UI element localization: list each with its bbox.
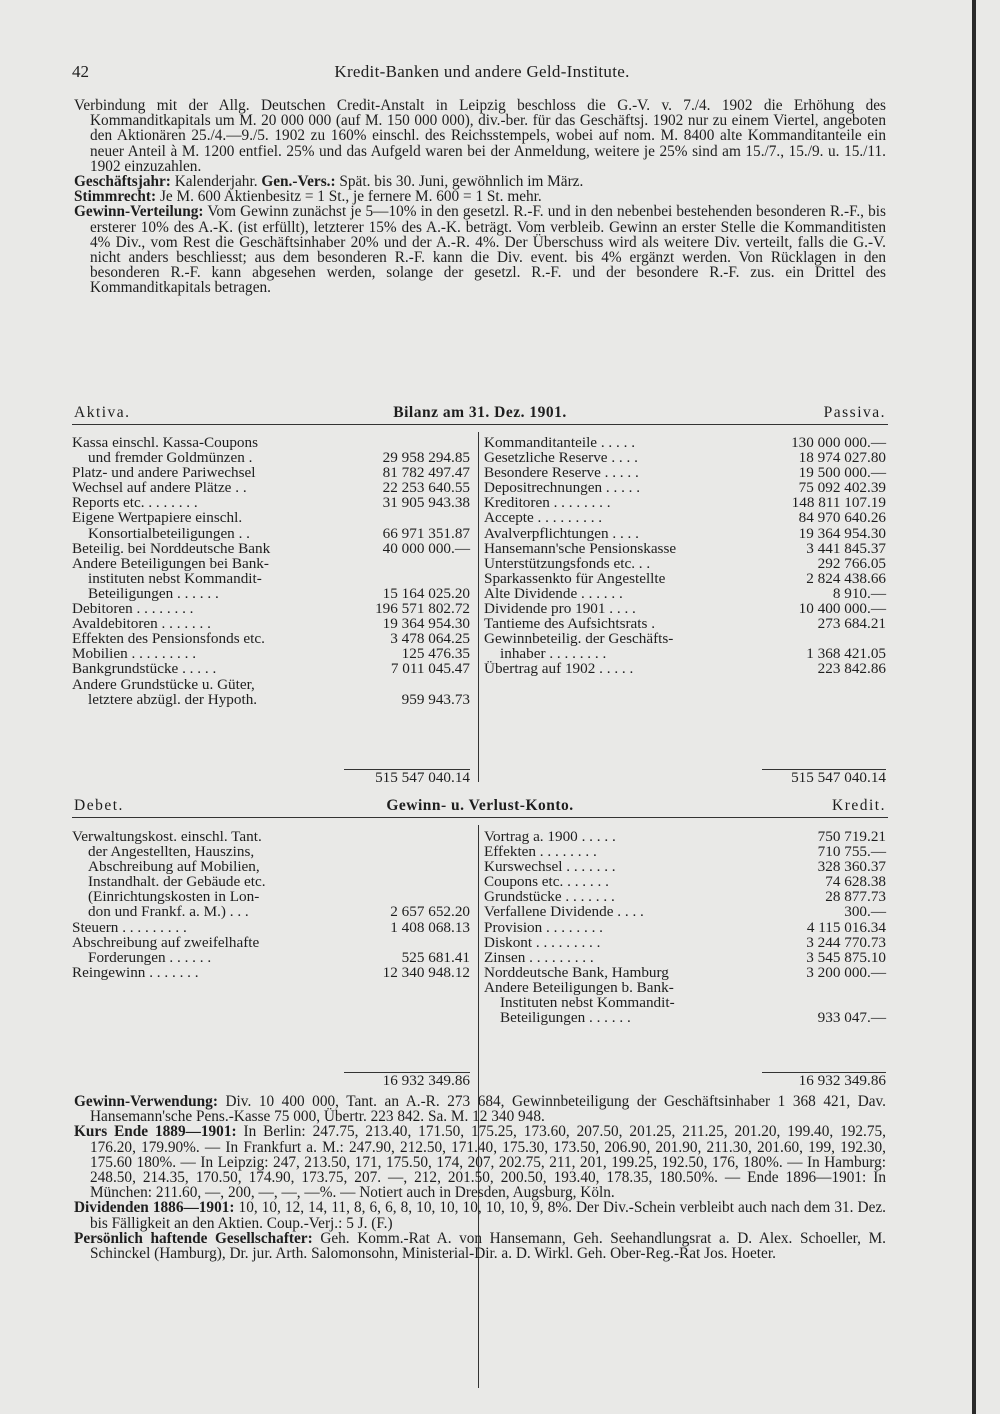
aktiva-row-label: Beteilig. bei Norddeutsche Bank	[72, 539, 271, 557]
aktiva-row	[72, 646, 470, 661]
gewinn-verwendung-label: Gewinn-Verwendung:	[74, 1093, 218, 1110]
kredit-row-value: 710 755.—	[817, 843, 886, 861]
kredit-row-label: Vortrag a. 1900 . . . . .	[484, 828, 616, 845]
passiva-row	[484, 480, 886, 495]
intro-paragraph: Verbindung mit der Allg. Deutschen Credit-Anstalt in Leipzig beschloss die G.-V. v. 7./4. 1902 die Erhöhung des Kommanditkapitals um M. 20 000 000 (auf M. 150 000 000), div.-ber. für das Geschäftsj. 1902 nur zu einem Viertel, angeboten den Aktionären 25./4.—9./5. 1902 zu 160% einschl. des Reichsstempels, wobei auf nom. M. 8400 alte Kommanditanteile ein neuer Anteil à M. 1200 entfiel. 25% und das Aufgeld waren bei der Anmeldung, weitere je 25% sind am 15./7., 15./9. u. 15./11. 1902 einzuzahlen.	[74, 97, 886, 175]
aktiva-row	[72, 465, 470, 480]
passiva-row-label: Accepte . . . . . . . . .	[484, 509, 603, 527]
aktiva-row-value: 29 958 294.85	[382, 449, 470, 467]
debet-heading: Debet.	[74, 797, 124, 814]
kredit-row	[484, 920, 886, 935]
passiva-row	[484, 586, 886, 601]
passiva-row-label: Kreditoren . . . . . . . .	[484, 494, 611, 512]
kredit-row-value: 300.—	[844, 903, 886, 921]
kredit-heading: Kredit.	[832, 797, 886, 814]
aktiva-row-label: und fremder Goldmünzen .	[88, 449, 253, 467]
geschaeftsjahr-label: Geschäftsjahr:	[74, 173, 171, 191]
kredit-row	[484, 965, 886, 980]
closing-block	[74, 1094, 886, 1261]
passiva-table	[484, 435, 886, 677]
aktiva-row-value: 22 253 640.55	[382, 479, 470, 497]
kredit-row-value: 933 047.—	[817, 1009, 886, 1027]
passiva-row	[484, 646, 886, 661]
passiva-row-label: Depositrechnungen . . . . .	[484, 479, 641, 497]
aktiva-row-value: 66 971 351.87	[382, 524, 470, 542]
debet-row-label: Verwaltungskost. einschl. Tant.	[72, 828, 262, 845]
debet-row	[72, 829, 470, 844]
passiva-row-label: Dividende pro 1901 . . . .	[484, 600, 636, 618]
passiva-row-label: Übertrag auf 1902 . . . . .	[484, 660, 634, 678]
aktiva-row-value: 19 364 954.30	[382, 615, 470, 633]
debet-row-label: (Einrichtungskosten in Lon-	[88, 888, 260, 906]
stimmrecht-text: Je M. 600 Aktienbesitz = 1 St., je fernere M. 600 = 1 St. mehr.	[159, 188, 542, 206]
aktiva-row-value: 81 782 497.47	[382, 464, 470, 482]
kredit-row	[484, 829, 886, 844]
aktiva-row	[72, 541, 470, 556]
debet-row-label: Abschreibung auf zweifelhafte	[72, 933, 260, 951]
passiva-row-value: 10 400 000.—	[798, 600, 886, 618]
aktiva-row	[72, 692, 470, 707]
guv-title: Gewinn- u. Verlust-Konto.	[386, 797, 574, 814]
kredit-row-label: Beteiligungen . . . . . .	[500, 1009, 631, 1027]
aktiva-row-label: Kassa einschl. Kassa-Coupons	[72, 434, 259, 451]
debet-row	[72, 859, 470, 874]
aktiva-row	[72, 586, 470, 601]
kurs-paragraph	[74, 1124, 886, 1200]
debet-row-label: Abschreibung auf Mobilien,	[88, 858, 260, 876]
debet-row	[72, 904, 470, 919]
aktiva-row-label: Bankgrundstücke . . . . .	[72, 660, 217, 678]
aktiva-row-value: 3 478 064.25	[390, 630, 470, 648]
kredit-row-value: 4 115 016.34	[806, 918, 886, 936]
kredit-row-label: Zinsen . . . . . . . . .	[484, 948, 594, 966]
passiva-row-value: 292 766.05	[817, 554, 886, 572]
aktiva-row-label: Andere Beteiligungen bei Bank-	[72, 554, 269, 572]
gewinn-verteilung-label: Gewinn-Verteilung:	[74, 203, 204, 221]
bilanz-top-rule	[72, 424, 888, 425]
bilanz-header	[74, 404, 886, 422]
debet-row-value: 12 340 948.12	[382, 963, 470, 981]
kredit-row	[484, 980, 886, 995]
gesellschafter-text: Geh. Komm.-Rat A. von Hansemann, Geh. Seehandlungsrat a. D. Alex. Schoeller, M. Schinckel (Hamburg), Dr. jur. Arth. Salomonsohn, Ministerial-Dir. a. D. Wirkl. Geh. Ober-Reg.-Rat Jos. Hoeter.	[90, 1229, 887, 1263]
gesellschafter-label: Persönlich haftende Gesellschafter:	[74, 1229, 313, 1247]
passiva-row	[484, 435, 886, 450]
passiva-row-value: 223 842.86	[817, 660, 886, 678]
passiva-row-label: inhaber . . . . . . . .	[500, 645, 607, 663]
debet-total-row	[72, 1073, 470, 1088]
debet-row-value: 525 681.41	[401, 948, 470, 966]
kredit-row-label: Kurswechsel . . . . . . .	[484, 858, 616, 876]
stimmrecht-line	[74, 189, 886, 204]
debet-table	[72, 829, 470, 980]
aktiva-row	[72, 495, 470, 510]
page-header	[72, 62, 892, 82]
dividenden-paragraph	[74, 1200, 886, 1230]
debet-row	[72, 889, 470, 904]
aktiva-row-label: Debitoren . . . . . . . .	[72, 600, 194, 618]
dividenden-text: 10, 10, 12, 14, 11, 8, 6, 6, 8, 10, 10, 10, 10, 10, 9, 8%. Der Div.-Schein verbleibt auch nach dem 31. Dez. bis Fälligkeit an den Aktien. Coup.-Verj.: 5 J. (F.)	[90, 1199, 886, 1232]
aktiva-row-label: letztere abzügl. der Hypoth.	[88, 690, 258, 708]
passiva-row-value: 8 910.—	[832, 584, 886, 602]
kredit-row-label: Instituten nebst Kommandit-	[500, 994, 675, 1012]
passiva-row-label: Gewinnbeteilig. der Geschäfts-	[484, 630, 674, 648]
kredit-row-value: 3 200 000.—	[806, 963, 886, 981]
aktiva-row-value: 15 164 025.20	[382, 584, 470, 602]
kredit-row-label: Grundstücke . . . . . . .	[484, 888, 615, 906]
gewinn-verwendung-paragraph	[74, 1094, 886, 1124]
guv-top-rule	[72, 817, 888, 818]
debet-row-value: 1 408 068.13	[390, 918, 470, 936]
page-number: 42	[72, 62, 89, 81]
kredit-row	[484, 1010, 886, 1025]
aktiva-row-label: Avaldebitoren . . . . . . .	[72, 615, 211, 633]
aktiva-row-value: 7 011 045.47	[390, 660, 470, 678]
passiva-row	[484, 556, 886, 571]
kurs-text: In Berlin: 247.75, 213.40, 171.50, 175.25, 173.60, 207.50, 201.25, 211.25, 201.20, 199.40, 192.75, 176.20, 179.90%. — In Frankfurt a. M.: 247.90, 212.50, 171.40, 175.30, 173.50, 206.90, 201.90, 211.30, 201.60, 199, 192.30, 175.60 180%. — In Leipzig: 247, 213.50, 171, 175.50, 174, 207, 202.75, 211, 201, 199.25, 192.50, 176, 180%. — In Hamburg: 248.50, 214.35, 170.50, 174.90, 173.75, 207. —, 212, 201.50, 200.50, 193.40, 178.35, 180.50%. — Ende 1896—1901: In München: 211.60, —, 200, —, —, —%. — Notiert auch in Dresden, Augsburg, Köln.	[90, 1123, 886, 1202]
stimmrecht-label: Stimmrecht:	[74, 188, 157, 206]
kredit-row-label: Andere Beteiligungen b. Bank-	[484, 978, 674, 996]
kredit-row-label: Provision . . . . . . . .	[484, 918, 603, 936]
passiva-row	[484, 631, 886, 646]
passiva-total: 515 547 040.14	[791, 769, 886, 786]
passiva-row-value: 2 824 438.66	[806, 569, 886, 587]
aktiva-row-label: Beteiligungen . . . . . .	[88, 584, 219, 602]
passiva-row-label: Besondere Reserve . . . . .	[484, 464, 639, 482]
aktiva-heading: Aktiva.	[74, 404, 131, 421]
kredit-row	[484, 874, 886, 889]
passiva-row	[484, 465, 886, 480]
page-edge-rule	[972, 0, 976, 1414]
kurs-label: Kurs Ende 1889—1901:	[74, 1123, 237, 1141]
passiva-row-label: Avalverpflichtungen . . . .	[484, 524, 639, 542]
kredit-row-label: Verfallene Dividende . . . .	[484, 903, 644, 921]
aktiva-row	[72, 677, 470, 692]
debet-row-label: Forderungen . . . . . .	[88, 948, 212, 966]
aktiva-row	[72, 556, 470, 571]
passiva-row	[484, 510, 886, 525]
passiva-row-value: 75 092 402.39	[798, 479, 886, 497]
kredit-table	[484, 829, 886, 1025]
kredit-row-label: Norddeutsche Bank, Hamburg	[484, 963, 669, 981]
aktiva-row	[72, 616, 470, 631]
aktiva-row	[72, 510, 470, 525]
aktiva-row	[72, 571, 470, 586]
kredit-row	[484, 950, 886, 965]
aktiva-row-value: 196 571 802.72	[375, 600, 470, 618]
debet-row	[72, 844, 470, 859]
kredit-row	[484, 844, 886, 859]
debet-total: 16 932 349.86	[382, 1072, 470, 1089]
kredit-row-value: 3 545 875.10	[806, 948, 886, 966]
aktiva-row-label: Andere Grundstücke u. Güter,	[72, 675, 255, 693]
debet-row	[72, 950, 470, 965]
kredit-row-value: 28 877.73	[825, 888, 886, 906]
passiva-row	[484, 661, 886, 676]
kredit-row-label: Diskont . . . . . . . . .	[484, 933, 601, 951]
passiva-row	[484, 571, 886, 586]
kredit-row	[484, 995, 886, 1010]
debet-row-value: 2 657 652.20	[390, 903, 470, 921]
passiva-heading: Passiva.	[823, 404, 886, 421]
aktiva-total: 515 547 040.14	[375, 769, 470, 786]
passiva-row-value: 19 364 954.30	[798, 524, 886, 542]
kredit-row	[484, 859, 886, 874]
kredit-row-value: 328 360.37	[817, 858, 886, 876]
passiva-row-label: Kommanditanteile . . . . .	[484, 434, 635, 451]
passiva-row-value: 3 441 845.37	[806, 539, 886, 557]
aktiva-row-label: instituten nebst Kommandit-	[88, 569, 262, 587]
kredit-row-label: Coupons etc. . . . . . .	[484, 873, 609, 891]
intro-block	[74, 98, 886, 296]
passiva-row-value: 18 974 027.80	[798, 449, 886, 467]
passiva-row-label: Gesetzliche Reserve . . . .	[484, 449, 638, 467]
debet-row-label: Steuern . . . . . . . . .	[72, 918, 187, 936]
kredit-row-value: 74 628.38	[825, 873, 886, 891]
kredit-total: 16 932 349.86	[798, 1072, 886, 1089]
passiva-row-value: 84 970 640.26	[798, 509, 886, 527]
debet-row-label: der Angestellten, Hauszins,	[88, 843, 255, 861]
passiva-row-value: 1 368 421.05	[806, 645, 886, 663]
aktiva-row	[72, 601, 470, 616]
debet-row	[72, 935, 470, 950]
passiva-row-label: Tantieme des Aufsichtsrats .	[484, 615, 656, 633]
debet-row-label: don und Frankf. a. M.) . . .	[88, 903, 249, 921]
kredit-total-row	[484, 1073, 886, 1088]
genvers-text: Spät. bis 30. Juni, gewöhnlich im März.	[339, 173, 584, 191]
debet-row	[72, 874, 470, 889]
passiva-total-row	[484, 770, 886, 785]
gewinn-verteilung-paragraph	[74, 204, 886, 295]
aktiva-row-label: Wechsel auf andere Plätze . .	[72, 479, 247, 497]
gewinn-verwendung-text: Div. 10 400 000, Tant. an A.-R. 273 684, Gewinnbeteiligung der Geschäftsinhaber 1 368 421, Dav. Hansemann'sche Pens.-Kasse 75 000, Übertr. 223 842. Sa. M. 12 340 948.	[90, 1093, 887, 1126]
debet-row	[72, 965, 470, 980]
aktiva-row	[72, 450, 470, 465]
kredit-row-value: 3 244 770.73	[806, 933, 886, 951]
kredit-row-value: 750 719.21	[817, 828, 886, 845]
passiva-row-value: 273 684.21	[817, 615, 886, 633]
passiva-row	[484, 526, 886, 541]
passiva-row	[484, 541, 886, 556]
dividenden-label: Dividenden 1886—1901:	[74, 1199, 235, 1217]
aktiva-row-value: 40 000 000.—	[382, 539, 470, 557]
passiva-row	[484, 616, 886, 631]
aktiva-row-label: Reports etc. . . . . . . .	[72, 494, 198, 512]
aktiva-row	[72, 661, 470, 676]
kredit-row	[484, 904, 886, 919]
genvers-label: Gen.-Vers.:	[261, 173, 336, 191]
aktiva-row-label: Konsortialbeteiligungen . .	[88, 524, 250, 542]
aktiva-row	[72, 480, 470, 495]
passiva-row-label: Alte Dividende . . . . . .	[484, 584, 623, 602]
geschaeftsjahr-text: Kalenderjahr.	[174, 173, 258, 191]
aktiva-row-label: Effekten des Pensionsfonds etc.	[72, 630, 265, 648]
debet-row	[72, 920, 470, 935]
aktiva-row-label: Mobilien . . . . . . . . .	[72, 645, 197, 663]
aktiva-row-value: 959 943.73	[401, 690, 470, 708]
aktiva-row-value: 125 476.35	[401, 645, 470, 663]
passiva-row-label: Unterstützungsfonds etc. . .	[484, 554, 651, 572]
gesellschafter-paragraph	[74, 1231, 886, 1261]
aktiva-row	[72, 631, 470, 646]
running-title: Kredit-Banken und andere Geld-Institute.	[334, 62, 630, 81]
passiva-row-value: 130 000 000.—	[791, 434, 886, 451]
passiva-row	[484, 601, 886, 616]
passiva-row-value: 148 811 107.19	[791, 494, 886, 512]
kredit-row	[484, 935, 886, 950]
passiva-row	[484, 495, 886, 510]
aktiva-total-row	[72, 770, 470, 785]
aktiva-row-label: Platz- und andere Pariwechsel	[72, 464, 256, 482]
geschaeftsjahr-line	[74, 174, 886, 189]
bilanz-title: Bilanz am 31. Dez. 1901.	[393, 404, 567, 421]
bilanz-divider	[478, 432, 479, 782]
passiva-row-value: 19 500 000.—	[798, 464, 886, 482]
debet-row-label: Instandhalt. der Gebäude etc.	[88, 873, 266, 891]
aktiva-row	[72, 435, 470, 450]
kredit-row	[484, 889, 886, 904]
guv-header	[74, 797, 886, 815]
aktiva-row-label: Eigene Wertpapiere einschl.	[72, 509, 243, 527]
gewinn-verteilung-text: Vom Gewinn zunächst je 5—10% in den gesetzl. R.-F. und in den nebenbei bestehenden besonderen R.-F., bis ersterer 10% des A.-K. (ist erfüllt), letzterer 15% des A.-K. beträgt. Vom verbleib. Gewinn an erster Stelle die Kommanditisten 4% Div., vom Rest die Geschäftsinhaber 20% und der A.-R. 4%. Der Überschuss wird als weitere Div. verteilt, falls die G.-V. nicht anders beschliesst; aus dem besonderen R.-F. kann die Div. event. bis 4% ergänzt werden. Von Rücklagen in den besonderen R.-F. kann abgesehen werden, solange der gesetzl. R.-F. und der besondere R.-F. zus. ein Drittel des Kommanditkapitals betragen.	[90, 203, 886, 297]
aktiva-row-value: 31 905 943.38	[382, 494, 470, 512]
aktiva-table	[72, 435, 470, 707]
aktiva-row	[72, 526, 470, 541]
passiva-row-label: Sparkassenkto für Angestellte	[484, 569, 666, 587]
passiva-row	[484, 450, 886, 465]
kredit-row-label: Effekten . . . . . . . .	[484, 843, 597, 861]
passiva-row-label: Hansemann'sche Pensionskasse	[484, 539, 677, 557]
debet-row-label: Reingewinn . . . . . . .	[72, 963, 199, 981]
